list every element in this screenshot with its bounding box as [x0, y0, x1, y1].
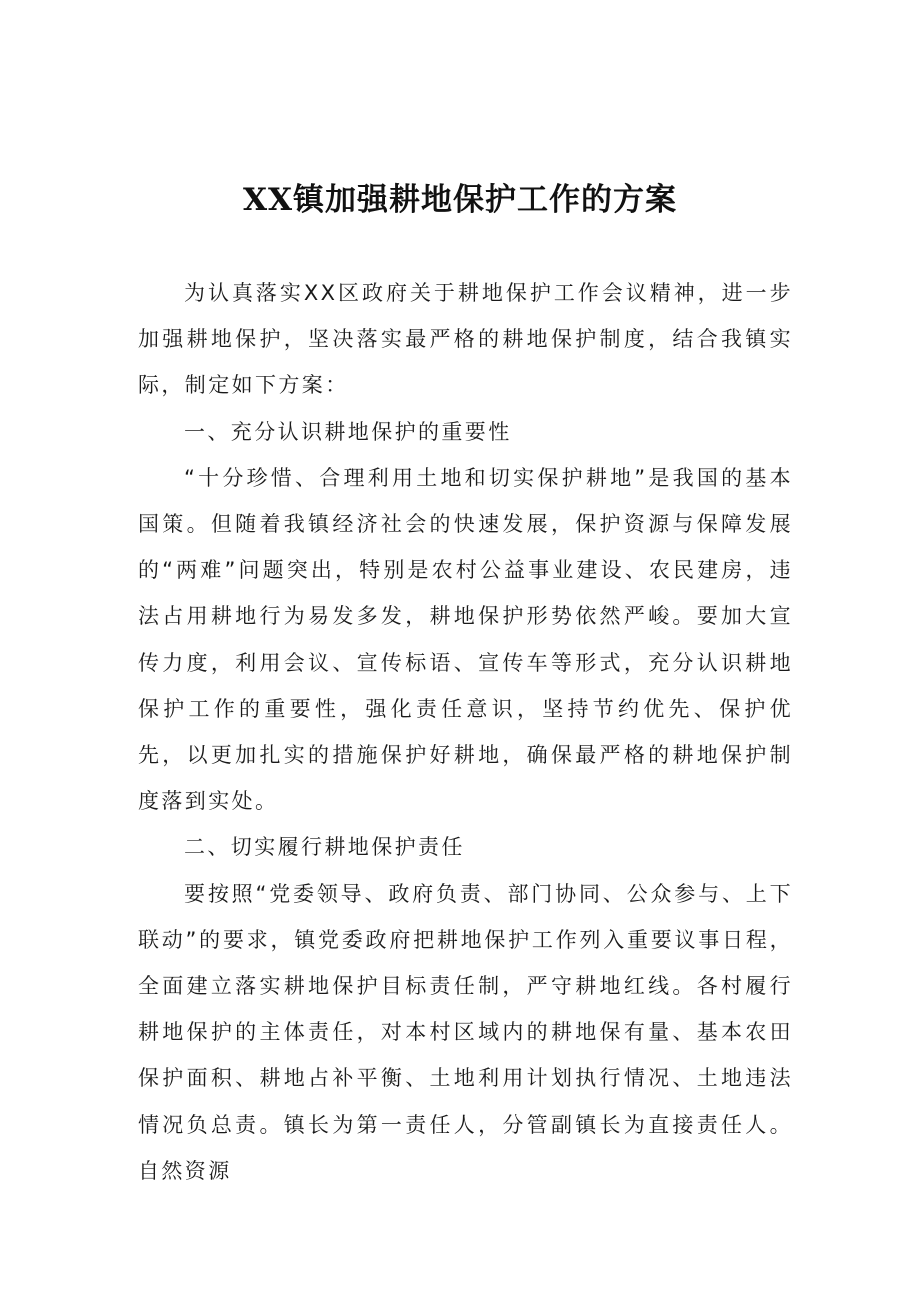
document-body — [138, 270, 793, 1194]
section-heading-1: 一、充分认识耕地保护的重要性 — [184, 419, 512, 444]
section-heading-2: 二、切实履行耕地保护责任 — [184, 835, 465, 860]
section-1-paragraph: “十分珍惜、合理利用土地和切实保护耕地”是我国的基本国策。但随着我镇经济社会的快速发展，保护资源与保障发展的“两难”问题突出，特别是农村公益事业建设、农民建房，违法占用耕地行为易发多发，耕地保护形势依然严峻。要加大宣传力度，利用会议、宣传标语、宣传车等形式，充分认识耕地保护工作的重要性，强化责任意识，坚持节约优先、保护优先，以更加扎实的措施保护好耕地，确保最严格的耕地保护制度落到实处。 — [138, 465, 793, 814]
document-title: XX镇加强耕地保护工作的方案 — [242, 182, 678, 218]
intro-paragraph: 为认真落实XX区政府关于耕地保护工作会议精神，进一步加强耕地保护，坚决落实最严格的耕地保护制度，结合我镇实际，制定如下方案： — [138, 281, 793, 398]
section-2-paragraph: 要按照“党委领导、政府负责、部门协同、公众参与、上下联动”的要求，镇党委政府把耕地保护工作列入重要议事日程，全面建立落实耕地保护目标责任制，严守耕地红线。各村履行耕地保护的主体责任，对本村区域内的耕地保有量、基本农田保护面积、耕地占补平衡、土地利用计划执行情况、土地违法情况负总责。镇长为第一责任人，分管副镇长为直接责任人。自然资源 — [138, 881, 793, 1183]
